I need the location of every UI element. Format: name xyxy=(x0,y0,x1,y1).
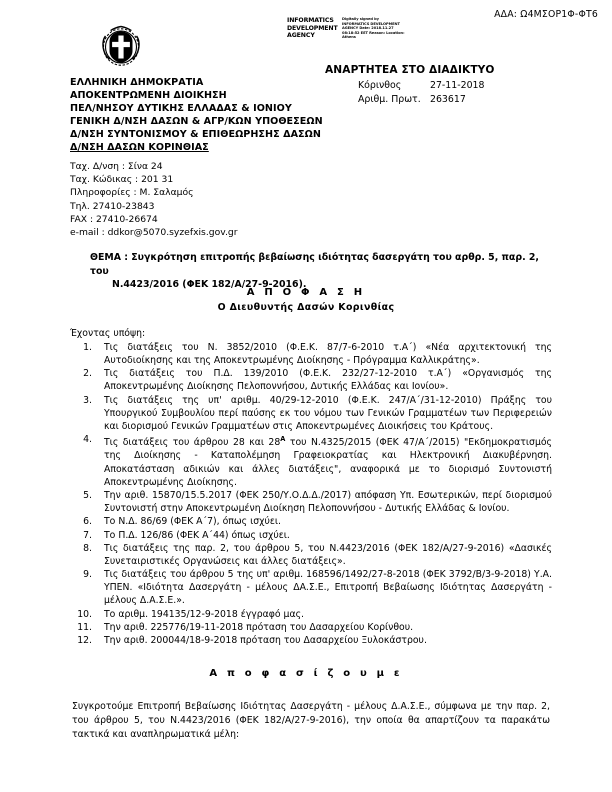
clause-item xyxy=(70,433,552,488)
signature-agency-name: INFORMATICS DEVELOPMENT AGENCY xyxy=(287,17,338,40)
clause-text: Τις διατάξεις του Π.Δ. 139/2010 (Φ.Ε.Κ. 232/27-12-2010 τ.Α΄) «Οργανισμός της Αποκεντρωμένης Διοίκησης Πελοποννήσου, Δυτικής Ελλάδας και Ιονίου». xyxy=(104,368,552,393)
letterhead-line-4: ΓΕΝΙΚΗ Δ/ΝΣΗ ΔΑΣΩΝ & ΑΓΡ/ΚΩΝ ΥΠΟΘΕΣΕΩΝ xyxy=(70,116,323,128)
clause-item xyxy=(70,489,552,515)
clause-superscript: Α xyxy=(280,435,286,444)
header-protocol-value: 263617 xyxy=(430,94,466,105)
clause-item xyxy=(70,621,552,634)
clause-item xyxy=(70,568,552,607)
letterhead-line-2: ΑΠΟΚΕΝΤΡΩΜΕΝΗ ΔΙΟΙΚΗΣΗ xyxy=(70,90,227,102)
clause-text: Το Π.Δ. 126/86 (ΦΕΚ Α΄44) όπως ισχύει. xyxy=(104,529,290,541)
letterhead-department: Δ/ΝΣΗ ΔΑΣΩΝ ΚΟΡΙΝΘΙΑΣ xyxy=(70,142,209,154)
subject-line-second: Ν.4423/2016 (ΦΕΚ 182/Α/27-9-2016). xyxy=(112,279,307,291)
clause-item xyxy=(70,394,552,433)
subject-line-first: ΘΕΜΑ : Συγκρότηση επιτροπής βεβαίωσης ιδιότητας δασεργάτη του αρθρ. 5, παρ. 2, του xyxy=(90,252,539,277)
clause-number: 1. xyxy=(83,342,92,353)
clause-text: Τις διατάξεις του Ν. 3852/2010 (Φ.Ε.Κ. 87/7-6-2010 τ.Α΄) «Νέα αρχιτεκτονική της Αυτοδιοίκησης και της Αποκεντρωμένης Διοίκησης - Πρόγραμμα Καλλικράτης». xyxy=(104,342,552,367)
clause-number: 6. xyxy=(83,516,92,528)
clause-text: Τις διατάξεις του άρθρου 5 της υπ' αριθμ. 168596/1492/27-8-2018 (ΦΕΚ 3792/Β/3-9-2018) Υ.Α. ΥΠΕΝ. «Ιδιότητα Δασεργάτη - μέλους ΔΑ.Σ.Ε., Επιτροπή Βεβαίωσης Ιδιότητας Δασεργάτη - μέλους Δ.Α.Σ.Ε.». xyxy=(104,569,552,607)
letterhead-line-1: ΕΛΛΗΝΙΚΗ ΔΗΜΟΚΡΑΤΙΑ xyxy=(70,77,204,88)
clause-item xyxy=(70,608,552,621)
signature-details: Digitally signed by INFORMATICS DEVELOPMENT AGENCY Date: 2018.11.27 08:18:52 EET Reason: Location: Athens xyxy=(342,17,405,39)
clause-text: Τις διατάξεις της παρ. 2, του άρθρου 5, του Ν.4423/2016 (ΦΕΚ 182/Α/27-9-2016) «Δασικές Συνεταιριστικές Οργανώσεις και άλλες διατάξεις». xyxy=(104,542,552,567)
clause-item xyxy=(70,341,552,367)
clause-number: 11. xyxy=(77,621,92,633)
clause-text: Την αριθ. 200044/18-9-2018 πρόταση του Δασαρχείου Ξυλοκάστρου. xyxy=(104,635,427,647)
contact-phone: Τηλ. 27410-23843 xyxy=(70,200,155,212)
letterhead-line-3: ΠΕΛ/ΝΗΣΟΥ ΔΥΤΙΚΗΣ ΕΛΛΑΔΑΣ & ΙΟΝΙΟΥ xyxy=(70,103,292,115)
clause-text-pre: Τις διατάξεις του άρθρου 28 και 28 xyxy=(104,437,281,449)
decision-title: Α Π Ο Φ Α Σ Η xyxy=(246,287,366,298)
subject-line xyxy=(90,251,552,292)
letterhead-line-5: Δ/ΝΣΗ ΣΥΝΤΟΝΙΣΜΟΥ & ΕΠΙΘΕΩΡΗΣΗΣ ΔΑΣΩΝ xyxy=(70,129,321,141)
contact-fax: FAX : 27410-26674 xyxy=(70,213,158,225)
header-place-row xyxy=(358,79,484,93)
contact-info-person: Πληροφορίες : Μ. Σαλαμός xyxy=(70,187,194,199)
clause-text: Το αριθμ. 194135/12-9-2018 έγγραφό μας. xyxy=(104,608,304,620)
ada-code: ΑΔΑ: Ω4ΜΣΟΡ1Φ-ΦΤ6 xyxy=(494,9,598,20)
header-protocol-row xyxy=(358,93,484,107)
clause-number: 9. xyxy=(83,569,92,581)
decision-subtitle: Ο Διευθυντής Δασών Κορινθίας xyxy=(217,302,395,313)
publication-notice: ΑΝΑΡΤΗΤΕΑ ΣΤΟ ΔΙΑΔΙΚΤΥΟ xyxy=(325,64,495,76)
contact-block xyxy=(70,160,237,239)
clause-number: 4. xyxy=(83,434,92,446)
letterhead xyxy=(70,76,323,155)
digital-signature-stamp xyxy=(287,17,406,40)
decide-body: Συγκροτούμε Επιτροπή Βεβαίωσης Ιδιότητας Δασεργάτη - μέλους Δ.Α.Σ.Ε., σύμφωνα με την παρ. 2, του άρθρου 5, του Ν.4423/2016 (ΦΕΚ 182/Α/27-9-2016), την οποία θα απαρτίζουν τα παρακάτω τακτικά και αναπληρωματικά μέλη: xyxy=(72,701,550,741)
coat-of-arms-icon xyxy=(99,22,143,69)
contact-email: e-mail : ddkor@5070.syzefxis.gov.gr xyxy=(70,227,238,239)
clause-item xyxy=(70,634,552,647)
header-place-value: 27-11-2018 xyxy=(430,80,485,91)
header-metadata xyxy=(358,79,484,107)
clause-number: 8. xyxy=(83,542,92,554)
clause-item xyxy=(70,367,552,393)
clause-number: 7. xyxy=(83,529,92,541)
preamble-label: Έχοντας υπόψη: xyxy=(70,328,146,339)
clause-list xyxy=(70,341,552,648)
clause-item xyxy=(70,542,552,568)
clause-text-post: του Ν.4325/2015 (ΦΕΚ 47/Α΄/2015) "Εκδημοκρατισμός της Διοίκησης - Καταπολέμηση Γραφειοκρατίας και Ηλεκτρονική Διακυβέρνηση. Αποκατάσταση αδικιών και άλλες διατάξεις", αναφορικά με το διορισμό Συντονιστή Αποκεντρωμένης Διοίκησης. xyxy=(104,437,553,488)
clause-number: 3. xyxy=(83,394,92,406)
clause-text: Τις διατάξεις της υπ' αριθμ. 40/29-12-2010 (Φ.Ε.Κ. 247/Α΄/31-12-2010) Πράξης του Υπουργικού Συμβουλίου περί παύσης εκ του νόμου των Γενικών Γραμματέων των Περιφερειών και διορισμού Γενικών Γραμματέων στις Αποκεντρωμένες Διοικήσεις του Κράτους. xyxy=(104,394,552,432)
header-protocol-label: Αριθμ. Πρωτ. xyxy=(358,94,421,105)
clause-text: Την αριθ. 225776/19-11-2018 πρόταση του Δασαρχείου Κορίνθου. xyxy=(104,621,414,633)
clause-text: Την αριθ. 15870/15.5.2017 (ΦΕΚ 250/Υ.Ο.Δ.Δ./2017) απόφαση Υπ. Εσωτερικών, περί διορισμού Συντονιστή στην Αποκεντρωμένη Διοίκηση Πελοποννήσου - Δυτικής Ελλάδας & Ιονίου. xyxy=(104,489,552,514)
clause-number: 2. xyxy=(83,368,92,380)
contact-address: Ταχ. Δ/νση : Σίνα 24 xyxy=(70,161,163,172)
clause-number: 10. xyxy=(77,608,92,620)
header-place-label: Κόρινθος xyxy=(358,80,402,91)
clause-text: Το Ν.Δ. 86/69 (ΦΕΚ Α΄7), όπως ισχύει. xyxy=(104,516,281,528)
clause-number: 12. xyxy=(77,635,92,647)
decide-title: Α π ο φ α σ ί ζ ο υ μ ε xyxy=(209,668,403,679)
clause-text xyxy=(104,433,552,488)
clause-item xyxy=(70,515,552,528)
clause-item xyxy=(70,529,552,542)
clause-number: 5. xyxy=(83,489,92,501)
contact-postal-code: Ταχ. Κώδικας : 201 31 xyxy=(70,174,174,186)
